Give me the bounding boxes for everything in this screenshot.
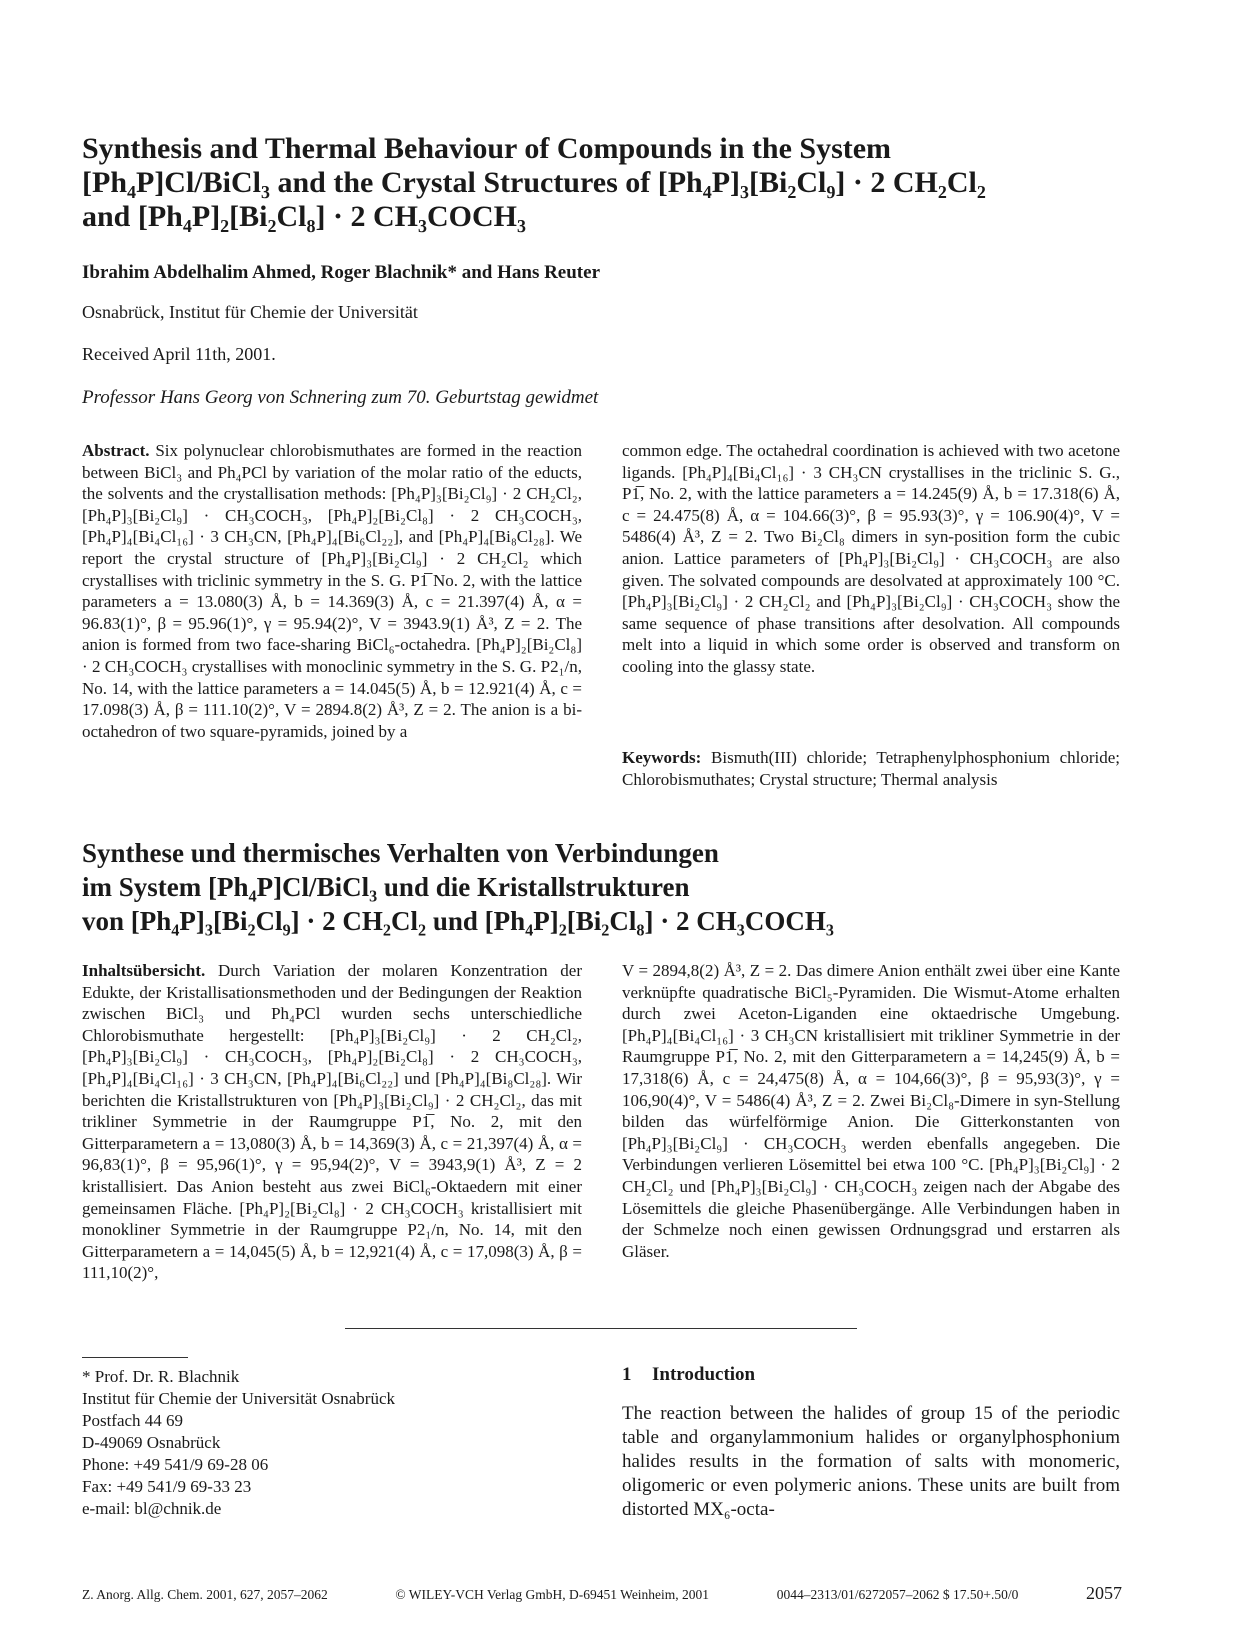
- footnote-line: * Prof. Dr. R. Blachnik: [82, 1367, 240, 1386]
- journal-footer: [82, 1583, 1122, 1604]
- correspondence-footnote: [82, 1366, 395, 1520]
- publisher-notice: © WILEY-VCH Verlag GmbH, D-69451 Weinheim, 2001: [395, 1587, 710, 1602]
- author-list: Ibrahim Abdelhalim Ahmed, Roger Blachnik* and Hans Reuter: [82, 262, 601, 283]
- abstract-right-column: [622, 440, 1120, 678]
- keywords-label: Keywords:: [622, 748, 702, 767]
- title-line: and [Ph₄P]₂[Bi₂Cl₈] · 2 CH₃COCH₃: [82, 200, 526, 233]
- issn-code: 0044–2313/01/6272057–2062 $ 17.50+.50/0: [776, 1587, 1019, 1602]
- german-abstract-right-column: [622, 960, 1120, 1262]
- section-divider: [345, 1328, 857, 1329]
- abstract-left-column: [82, 440, 582, 742]
- abstract-text-left: Six polynuclear chlorobismuthates are formed in the reaction between BiCl₃ and Ph₄PCl by variation of the molar ratio of the educts, the solvents and the crystallisation methods: [Ph₄P]₃[Bi₂Cl₉] · 2 CH₂Cl₂, [Ph₄P]₃[Bi₂Cl₉] · CH₃COCH₃, [Ph₄P]₂[Bi₂Cl₈] · 2 CH₃COCH₃, [Ph₄P]₄[Bi₄Cl₁₆] · 3 CH₃CN, [Ph₄P]₄[Bi₆Cl₂₂], and [Ph₄P]₄[Bi₈Cl₂₈]. We report the crystal structure of [Ph₄P]₃[Bi₂Cl₉] · 2 CH₂Cl₂ which crystallises with triclinic symmetry in the S. G. P1̅ No. 2, with the lattice parameters a = 13.080(3) Å, b = 14.369(3) Å, c = 21.397(4) Å, α = 96.83(1)°, β = 95.96(1)°, γ = 95.94(2)°, V = 3943.9(1) Å³, Z = 2. The anion is formed from two face-sharing BiCl₆-octahedra. [Ph₄P]₂[Bi₂Cl₈] · 2 CH₃COCH₃ crystallises with monoclinic symmetry in the S. G. P2₁/n, No. 14, with the lattice parameters a = 14.045(5) Å, b = 12.921(4) Å, c = 17.098(3) Å, β = 111.10(2)°, V = 2894.8(2) Å³, Z = 2. The anion is a bi-octahedron of two square-pyramids, joined by a: [82, 441, 582, 741]
- affiliation: Osnabrück, Institut für Chemie der Universität: [82, 302, 418, 322]
- german-title-line: im System [Ph₄P]Cl/BiCl₃ und die Kristallstrukturen: [82, 872, 690, 902]
- introduction-text: The reaction between the halides of group 15 of the periodic table and organylammonium halides or organylphosphonium halides results in the formation of salts with monomeric, oligomeric or even polymeric anions. These units are built from distorted MX₆-octa-: [622, 1403, 1120, 1520]
- german-abstract-label: Inhaltsübersicht.: [82, 961, 206, 980]
- keywords-text: Bismuth(III) chloride; Tetraphenylphosphonium chloride; Chlorobismuthates; Crystal structure; Thermal analysis: [622, 748, 1121, 789]
- journal-citation: Z. Anorg. Allg. Chem. 2001, 627, 2057–2062: [82, 1587, 328, 1602]
- footnote-line: Institut für Chemie der Universität Osnabrück: [82, 1389, 396, 1408]
- page-number: 2057: [1086, 1583, 1122, 1603]
- german-title-line: von [Ph₄P]₃[Bi₂Cl₉] · 2 CH₂Cl₂ und [Ph₄P]₂[Bi₂Cl₈] · 2 CH₃COCH₃: [82, 906, 834, 936]
- section-number: 1: [622, 1364, 632, 1385]
- received-date: Received April 11th, 2001.: [82, 344, 276, 364]
- german-abstract-text-right: V = 2894,8(2) Å³, Z = 2. Das dimere Anion enthält zwei über eine Kante verknüpfte quadratische BiCl₅-Pyramiden. Die Wismut-Atome erhalten durch zwei Aceton-Liganden eine oktaedrische Umgebung. [Ph₄P]₄[Bi₄Cl₁₆] · 3 CH₃CN kristallisiert mit trikliner Symmetrie in der Raumgruppe P1̅, No. 2, mit den Gitterparametern a = 14,245(9) Å, b = 17,318(6) Å, c = 24,475(8) Å, α = 104,66(3)°, β = 95,93(3)°, γ = 106,90(4)°, V = 5486(4) Å³, Z = 2. Zwei Bi₂Cl₈-Dimere in syn-Stellung bilden das würfelförmige Anion. Die Gitterkonstanten von [Ph₄P]₃[Bi₂Cl₉] · CH₃COCH₃ werden ebenfalls angegeben. Die Verbindungen verlieren Lösemittel bei etwa 100 °C. [Ph₄P]₃[Bi₂Cl₉] · 2 CH₂Cl₂ und [Ph₄P]₃[Bi₂Cl₉] · CH₃COCH₃ zeigen nach der Abgabe des Lösemittels die gleiche Phasenübergänge. Alle Verbindungen haben in der Schmelze noch einen gewissen Ordnungsgrad und erstarren als Gläser.: [622, 961, 1120, 1261]
- footnote-line: Postfach 44 69: [82, 1411, 184, 1430]
- keywords: [622, 747, 1120, 790]
- section-title: Introduction: [652, 1364, 756, 1385]
- german-abstract-text-left: Durch Variation der molaren Konzentration der Edukte, der Kristallisationsmethoden und der Bedingungen der Reaktion zwischen BiCl₃ und Ph₄PCl wurden sechs unterschiedliche Chlorobismuthate hergestellt: [Ph₄P]₃[Bi₂Cl₉] · 2 CH₂Cl₂, [Ph₄P]₃[Bi₂Cl₉] · CH₃COCH₃, [Ph₄P]₂[Bi₂Cl₈] · 2 CH₃COCH₃, [Ph₄P]₄[Bi₄Cl₁₆] · 3 CH₃CN, [Ph₄P]₄[Bi₆Cl₂₂] und [Ph₄P]₄[Bi₈Cl₂₈]. Wir berichten die Kristallstrukturen von [Ph₄P]₃[Bi₂Cl₉] · 2 CH₂Cl₂, das mit trikliner Symmetrie in der Raumgruppe P1̅, No. 2, mit den Gitterparametern a = 13,080(3) Å, b = 14,369(3) Å, c = 21,397(4) Å, α = 96,83(1)°, β = 95,96(1)°, γ = 95,94(2)°, V = 3943,9(1) Å³, Z = 2 kristallisiert. Das Anion besteht aus zwei BiCl₆-Oktaedern mit einer gemeinsamen Fläche. [Ph₄P]₂[Bi₂Cl₈] · 2 CH₃COCH₃ kristallisiert mit monokliner Symmetrie in der Raumgruppe P2₁/n, No. 14, mit den Gitterparametern a = 14,045(5) Å, b = 12,921(4) Å, c = 17,098(3) Å, β = 111,10(2)°,: [82, 961, 582, 1283]
- footnote-rule: [82, 1357, 188, 1358]
- dedication: Professor Hans Georg von Schnering zum 70. Geburtstag gewidmet: [82, 387, 599, 408]
- paper-title: [82, 132, 1162, 234]
- introduction-heading: [622, 1364, 755, 1386]
- title-line: Synthesis and Thermal Behaviour of Compounds in the System: [82, 132, 892, 165]
- title-line: [Ph₄P]Cl/BiCl₃ and the Crystal Structures of [Ph₄P]₃[Bi₂Cl₉] · 2 CH₂Cl₂: [82, 166, 986, 199]
- german-title-line: Synthese und thermisches Verhalten von Verbindungen: [82, 838, 719, 868]
- german-title: [82, 836, 1082, 938]
- footnote-line: Fax: +49 541/9 69-33 23: [82, 1477, 252, 1496]
- footnote-line: Phone: +49 541/9 69-28 06: [82, 1455, 269, 1474]
- german-abstract-left-column: [82, 960, 582, 1284]
- abstract-label: Abstract.: [82, 441, 150, 460]
- footnote-line: D-49069 Osnabrück: [82, 1433, 221, 1452]
- footnote-email: e-mail: bl@chnik.de: [82, 1499, 222, 1518]
- abstract-text-right: common edge. The octahedral coordination is achieved with two acetone ligands. [Ph₄P]₄[Bi₄Cl₁₆] · 3 CH₃CN crystallises in the triclinic S. G., P1̅, No. 2, with the lattice parameters a = 14.245(9) Å, b = 17.318(6) Å, c = 24.475(8) Å, α = 104.66(3)°, β = 95.93(3)°, γ = 106.90(4)°, V = 5486(4) Å³, Z = 2. Two Bi₂Cl₈ dimers in syn-position form the cubic anion. Lattice parameters of [Ph₄P]₃[Bi₂Cl₉] · CH₃COCH₃ are also given. The solvated compounds are desolvated at approximately 100 °C. [Ph₄P]₃[Bi₂Cl₉] · 2 CH₂Cl₂ and [Ph₄P]₃[Bi₂Cl₉] · CH₃COCH₃ show the same sequence of phase transitions after desolvation. All compounds melt into a liquid in which some order is observed and transform on cooling into the glassy state.: [622, 441, 1120, 676]
